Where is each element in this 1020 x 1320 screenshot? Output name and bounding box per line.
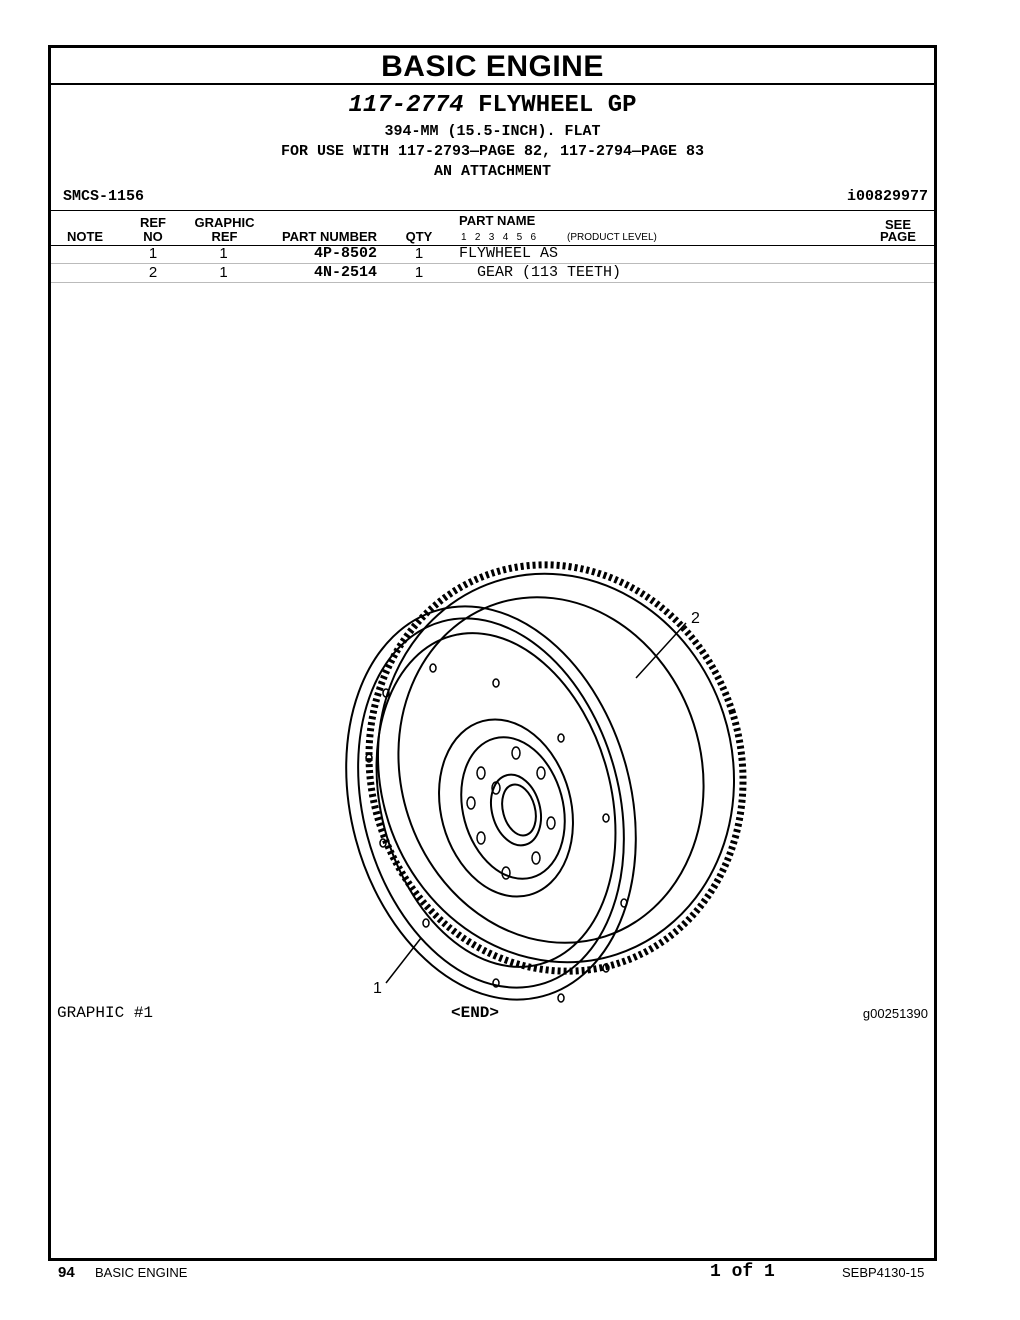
header-no: NO [143,229,163,244]
group-number: 117-2774 [348,92,464,119]
page-frame [48,45,937,1261]
header-note: NOTE [66,229,104,244]
graphic-label: GRAPHIC #1 [57,1004,154,1022]
header-part-number: PART NUMBER [281,229,378,244]
header-graphic-ref: REF [211,229,238,244]
row1-qty: 1 [414,245,424,262]
header-product-level: (PRODUCT LEVEL) [567,232,657,243]
flywheel-illustration [291,538,751,1008]
callout-1-leader [386,938,421,983]
group-description-3: AN ATTACHMENT [433,163,552,180]
page-number: 94 [58,1264,75,1281]
page-of: 1 of 1 [710,1262,775,1282]
group-title [51,92,934,119]
end-marker: <END> [451,1004,500,1022]
header-see: SEE [884,217,911,232]
row2-graphic-ref: 1 [219,264,228,281]
illustration-id: i00829977 [846,188,928,205]
row2-qty: 1 [414,264,424,281]
header-top-rule [51,210,934,211]
header-graphic: GRAPHIC [194,215,255,230]
row2-part-number: 4N-2514 [313,264,377,281]
header-part-name: PART NAME [459,213,536,228]
row1-ref-no: 1 [148,245,158,262]
hub [420,704,592,912]
group-description-1: 394-MM (15.5-INCH). FLAT [384,123,601,140]
row1-part-number: 4P-8502 [313,245,377,262]
callout-1-label: 1 [373,980,382,997]
callout-2-leader [636,623,686,678]
section-title: BASIC ENGINE [51,48,934,85]
row2-ref-no: 2 [148,264,158,281]
row2-part-name: GEAR (113 TEETH) [477,264,622,281]
header-qty: QTY [405,229,433,244]
row1-part-name: FLYWHEEL AS [459,245,559,262]
group-name: FLYWHEEL GP [478,92,637,119]
ring-gear-outline [317,538,751,1008]
header-page: PAGE [880,229,916,244]
row-divider [51,282,934,283]
smcs-code: SMCS-1156 [63,188,145,205]
doc-id: SEBP4130-15 [842,1265,925,1280]
row1-graphic-ref: 1 [219,245,228,262]
group-description-2: FOR USE WITH 117-2793—PAGE 82, 117-2794—PAGE 83 [280,143,705,160]
header-ref: REF [140,215,166,230]
header-levels: 1 2 3 4 5 6 [461,232,537,243]
footer-section: BASIC ENGINE [95,1265,188,1280]
callout-2-label: 2 [691,610,700,627]
graphic-id: g00251390 [862,1006,928,1021]
